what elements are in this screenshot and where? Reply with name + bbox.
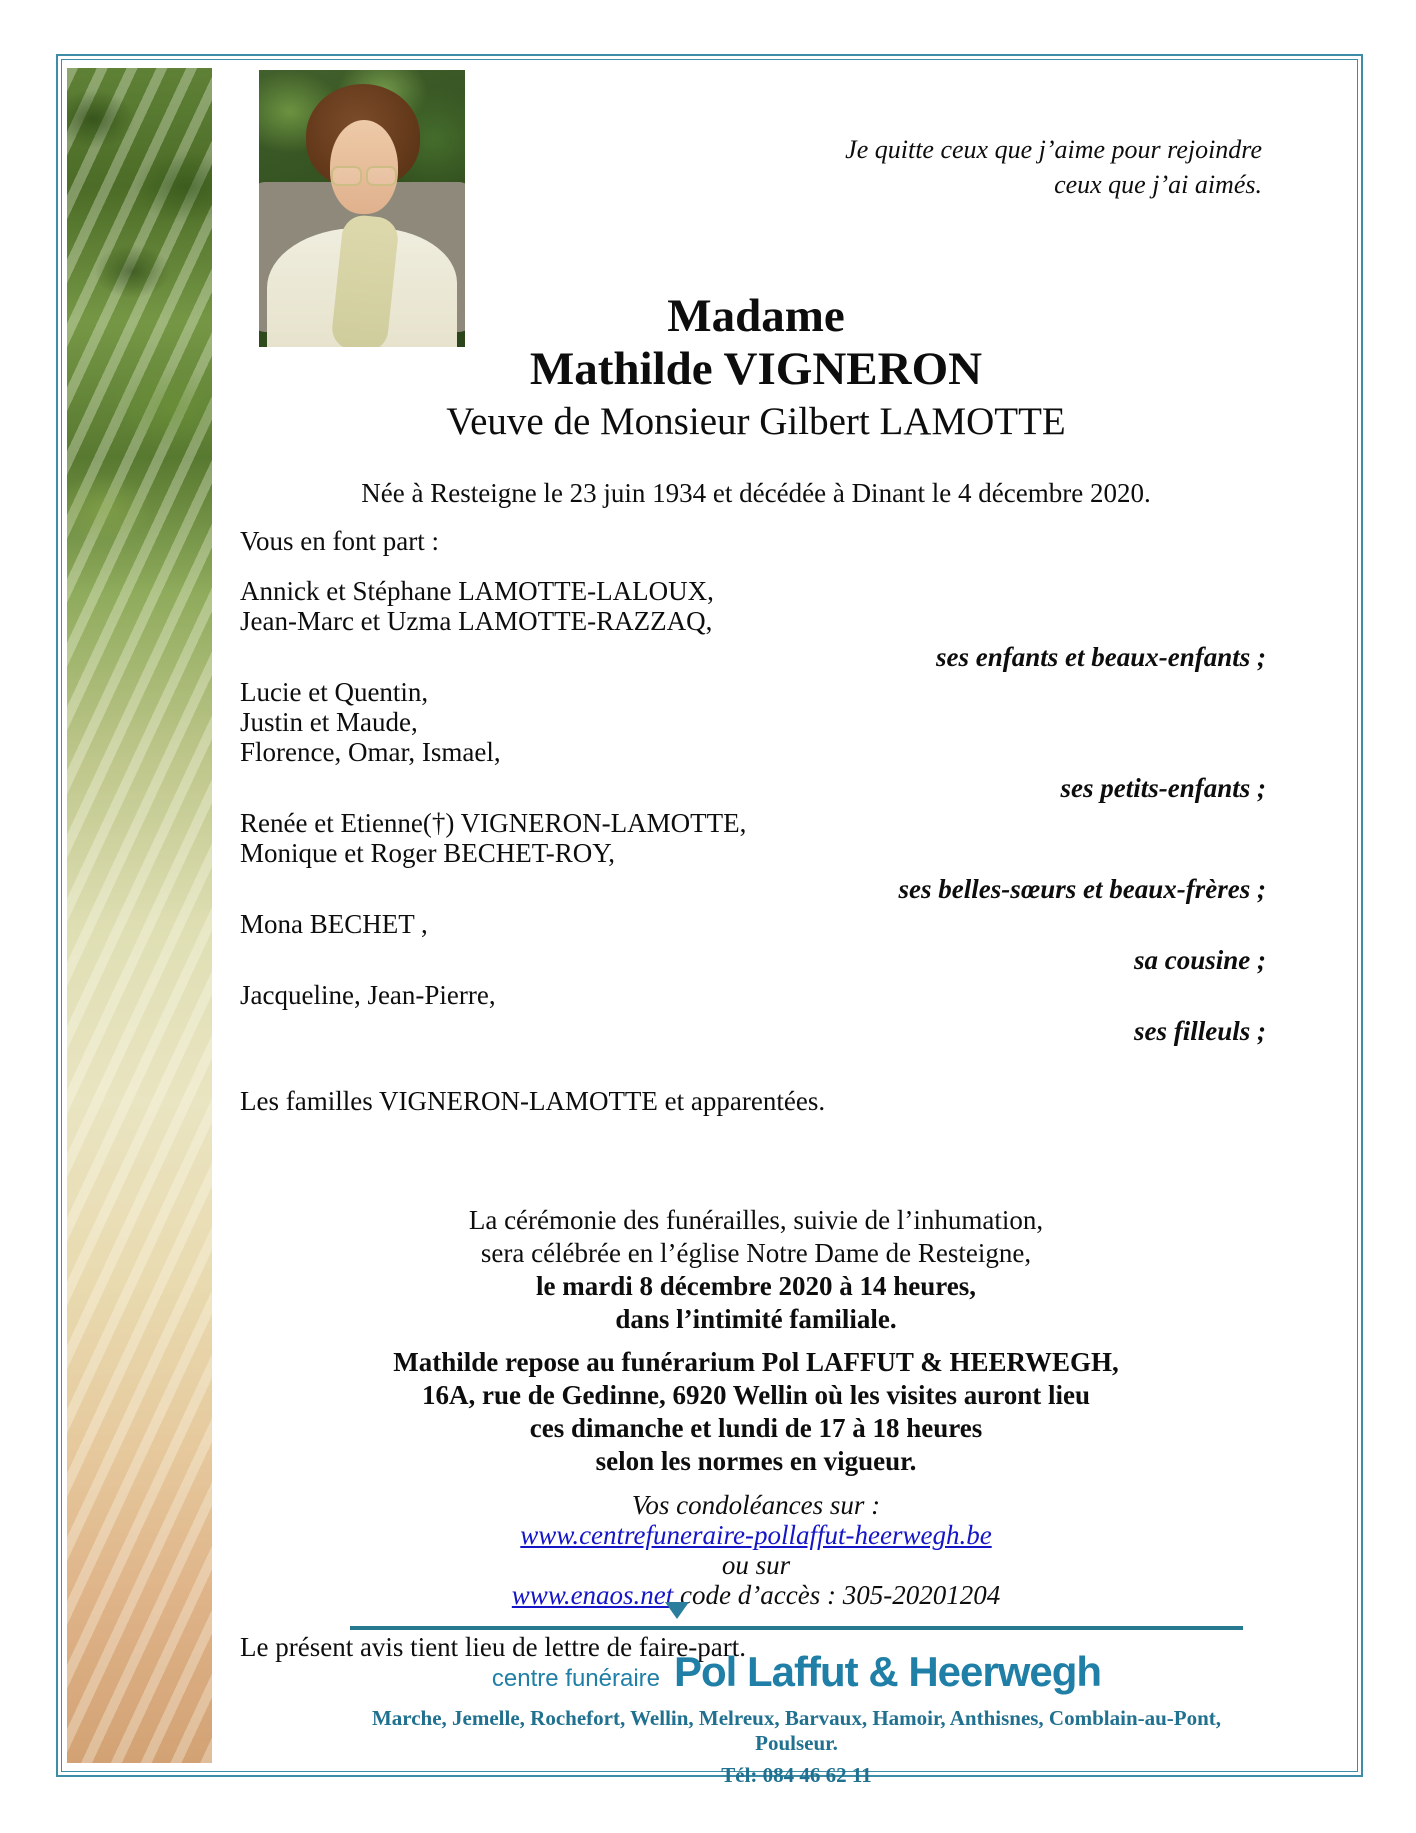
condolences-block: [240, 1490, 1272, 1610]
relation-label: ses belles-sœurs et beaux-frères ;: [898, 874, 1266, 904]
deceased-name: Mathilde VIGNERON: [529, 343, 983, 395]
ceremony-details: [240, 1204, 1272, 1336]
family-name-line: Lucie et Quentin,: [240, 677, 429, 707]
brand-prefix: centre funéraire: [491, 1665, 661, 1692]
branch-locations: Marche, Jemelle, Rochefort, Wellin, Melreux, Barvaux, Hamoir, Anthisnes, Comblain-au-Pont, Poulseur.: [371, 1706, 1222, 1755]
relation-label: ses filleuls ;: [1134, 1016, 1266, 1046]
ceremony-date-line: le mardi 8 décembre 2020 à 14 heures,: [536, 1271, 976, 1301]
family-intro: Vous en font part :: [240, 526, 439, 556]
family-closing: Les familles VIGNERON-LAMOTTE et apparentées.: [240, 1086, 826, 1116]
family-name-line: Monique et Roger BECHET-ROY,: [240, 838, 615, 868]
family-name-line: Florence, Omar, Ismael,: [240, 737, 501, 767]
family-name-line: Annick et Stéphane LAMOTTE-LALOUX,: [240, 576, 714, 606]
quote-line: Je quitte ceux que j’aime pour rejoindre: [845, 135, 1262, 164]
life-dates: Née à Resteigne le 23 juin 1934 et décédée à Dinant le 4 décembre 2020.: [361, 478, 1151, 508]
family-name-line: Jacqueline, Jean-Pierre,: [240, 980, 496, 1010]
condolences-link-enaos[interactable]: www.enaos.net: [511, 1580, 674, 1610]
announcement-body: [240, 0, 1272, 1662]
condolences-link-centrefuneraire[interactable]: www.centrefuneraire-pollaffut-heerwegh.be: [520, 1520, 992, 1550]
condolences-or-text: ou sur: [721, 1550, 791, 1580]
funeral-home-logo: [350, 1648, 1243, 1696]
triangle-down-icon: [665, 1602, 689, 1619]
access-code-text: code d’accès : 305-20201204: [680, 1580, 1001, 1610]
phone-number: Tél: 084 46 62 11: [721, 1763, 872, 1787]
ceremony-line: La cérémonie des funérailles, suivie de l’inhumation,: [468, 1205, 1044, 1235]
title-honorific: Madame: [667, 290, 845, 342]
family-list: [240, 576, 1272, 1116]
ceremony-privacy-line: dans l’intimité familiale.: [615, 1304, 897, 1334]
repose-details: [240, 1346, 1272, 1478]
legal-notice: Le présent avis tient lieu de lettre de faire-part.: [240, 1632, 747, 1662]
repose-line: selon les normes en vigueur.: [595, 1446, 917, 1476]
condolences-intro: Vos condoléances sur :: [631, 1490, 881, 1520]
family-name-line: Justin et Maude,: [240, 707, 418, 737]
relation-label: ses enfants et beaux-enfants ;: [936, 642, 1266, 672]
ceremony-line: sera célébrée en l’église Notre Dame de Resteigne,: [480, 1238, 1032, 1268]
family-name-line: Renée et Etienne(†) VIGNERON-LAMOTTE,: [240, 808, 747, 838]
forest-path-image: [67, 68, 212, 1763]
deceased-title-block: [240, 290, 1272, 448]
family-name-line: Jean-Marc et Uzma LAMOTTE-RAZZAQ,: [240, 606, 713, 636]
brand-name: Pol Laffut & Heerwegh: [674, 1648, 1102, 1695]
relation-label: ses petits-enfants ;: [1060, 773, 1266, 803]
repose-line: Mathilde repose au funérarium Pol LAFFUT & HEERWEGH,: [393, 1347, 1119, 1377]
family-name-line: Mona BECHET ,: [240, 909, 428, 939]
relation-label: sa cousine ;: [1133, 945, 1266, 975]
funeral-home-footer: [350, 1626, 1243, 1788]
deceased-subtitle: Veuve de Monsieur Gilbert LAMOTTE: [446, 400, 1066, 443]
repose-line: 16A, rue de Gedinne, 6920 Wellin où les visites auront lieu: [421, 1380, 1091, 1410]
footer-divider: [350, 1626, 1243, 1630]
repose-line: ces dimanche et lundi de 17 à 18 heures: [529, 1413, 983, 1443]
memorial-quote: [240, 132, 1272, 202]
quote-line: ceux que j’ai aimés.: [1054, 170, 1262, 199]
